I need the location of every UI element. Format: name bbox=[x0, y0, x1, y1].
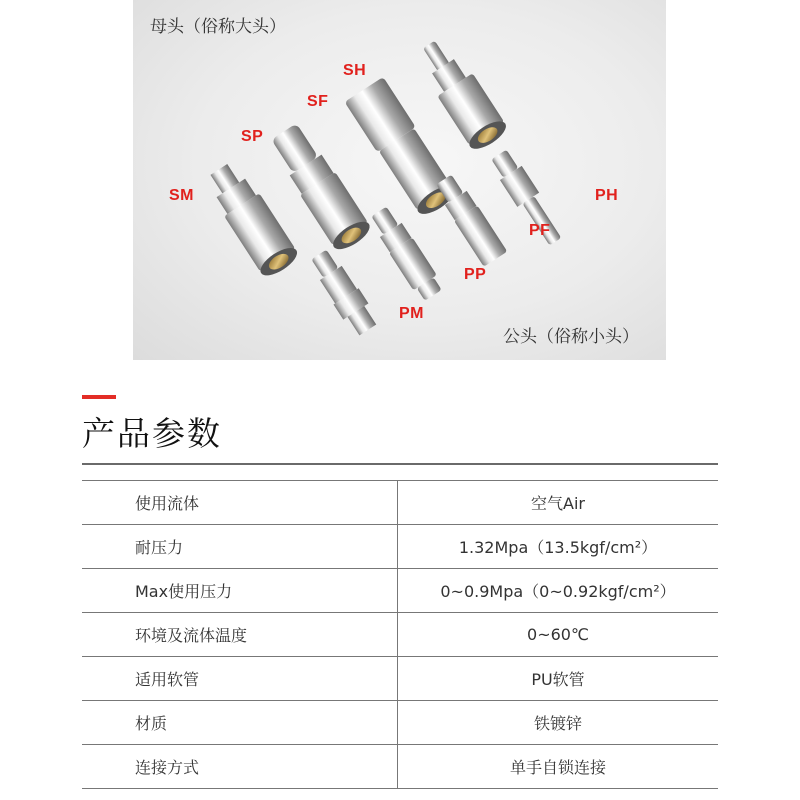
code-sm: SM bbox=[169, 187, 194, 204]
section-title: 产品参数 bbox=[82, 414, 222, 453]
code-ph: PH bbox=[595, 187, 619, 204]
param-value: 0~60℃ bbox=[398, 613, 719, 657]
param-value: 0~0.9Mpa（0~0.92kgf/cm²） bbox=[398, 569, 719, 613]
param-label: 材质 bbox=[82, 701, 398, 745]
param-label: Max使用压力 bbox=[82, 569, 398, 613]
params-table bbox=[82, 480, 718, 789]
code-pp: PP bbox=[464, 266, 487, 283]
male-connector-label: 公头（俗称小头） bbox=[503, 327, 639, 347]
param-value: 铁镀锌 bbox=[398, 701, 719, 745]
sh-fitting bbox=[411, 33, 510, 154]
table-row bbox=[82, 569, 718, 613]
pp-fitting bbox=[367, 204, 445, 303]
param-label: 连接方式 bbox=[82, 745, 398, 789]
pm-fitting bbox=[306, 246, 380, 338]
table-row bbox=[82, 701, 718, 745]
param-value: 空气Air bbox=[398, 481, 719, 525]
ph-fitting bbox=[488, 147, 566, 248]
sm-fitting bbox=[201, 158, 301, 281]
section-accent-bar bbox=[82, 395, 116, 399]
param-value: PU软管 bbox=[398, 657, 719, 701]
param-label: 适用软管 bbox=[82, 657, 398, 701]
param-value: 1.32Mpa（13.5kgf/cm²） bbox=[398, 525, 719, 569]
param-value: 单手自锁连接 bbox=[398, 745, 719, 789]
table-row bbox=[82, 657, 718, 701]
product-photo bbox=[133, 0, 666, 360]
code-pm: PM bbox=[399, 305, 424, 322]
code-sf: SF bbox=[307, 93, 329, 110]
param-label: 环境及流体温度 bbox=[82, 613, 398, 657]
female-connector-label: 母头（俗称大头） bbox=[150, 17, 286, 37]
table-row bbox=[82, 613, 718, 657]
code-sp: SP bbox=[241, 128, 264, 145]
section-divider bbox=[82, 463, 718, 465]
param-label: 耐压力 bbox=[82, 525, 398, 569]
code-sh: SH bbox=[343, 62, 367, 79]
table-row bbox=[82, 745, 718, 789]
table-row bbox=[82, 481, 718, 525]
table-row bbox=[82, 525, 718, 569]
pf-fitting bbox=[432, 172, 507, 267]
param-label: 使用流体 bbox=[82, 481, 398, 525]
code-pf: PF bbox=[529, 222, 551, 239]
